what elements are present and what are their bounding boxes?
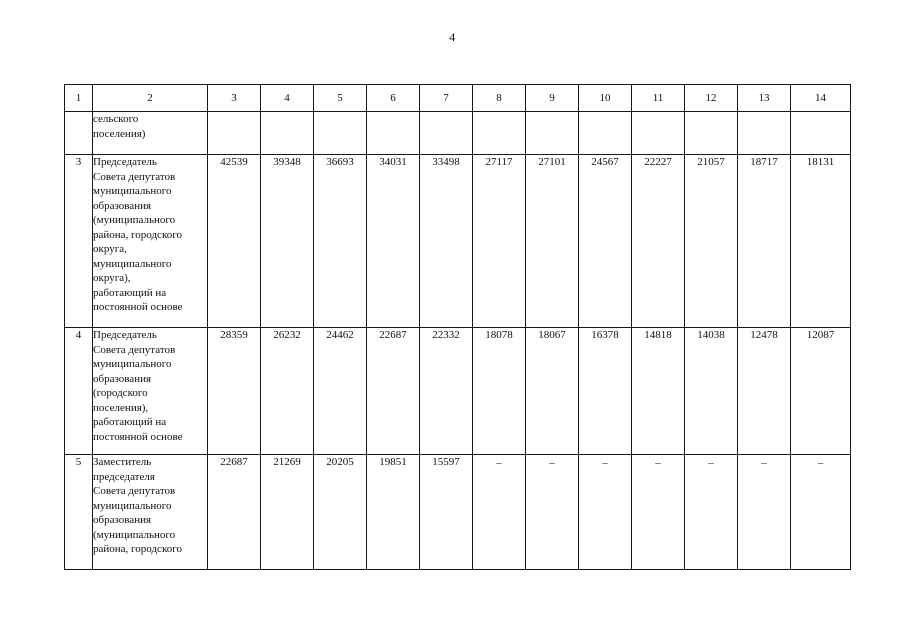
value-cell [314, 112, 367, 155]
position-name-line: муниципального [93, 358, 172, 370]
header-cell: 14 [791, 85, 851, 112]
position-name-line: поселения) [93, 127, 146, 140]
table-row [65, 455, 851, 570]
position-name-line: муниципального [93, 257, 172, 270]
position-name-cell [93, 112, 208, 155]
value-cell [420, 112, 473, 155]
value-cell: 16378 [579, 328, 632, 455]
table-row [65, 112, 851, 155]
position-name-line: района, городского [93, 228, 182, 241]
position-name-line: (городского [93, 387, 148, 399]
value-cell [208, 112, 261, 155]
value-cell: 14038 [685, 328, 738, 455]
header-cell: 13 [738, 85, 791, 112]
row-number-cell [65, 112, 93, 155]
table-header-row [65, 85, 851, 112]
value-cell: – [791, 455, 851, 570]
salary-table [64, 84, 851, 570]
position-name-line: (муниципального [93, 214, 176, 226]
value-cell: 21269 [261, 455, 314, 570]
value-cell: 24462 [314, 328, 367, 455]
position-name-line: (муниципального [93, 528, 176, 541]
position-name-line: сельского [93, 113, 139, 125]
value-cell: 24567 [579, 155, 632, 328]
header-cell: 11 [632, 85, 685, 112]
value-cell: 21057 [685, 155, 738, 328]
value-cell: 39348 [261, 155, 314, 328]
value-cell: 33498 [420, 155, 473, 328]
position-name-line: Совета депутатов [93, 485, 176, 497]
row-number-cell: 3 [65, 155, 93, 328]
header-cell: 7 [420, 85, 473, 112]
row-number-cell: 5 [65, 455, 93, 570]
value-cell: 18131 [791, 155, 851, 328]
value-cell [526, 112, 579, 155]
value-cell: – [685, 455, 738, 570]
value-cell: 18717 [738, 155, 791, 328]
value-cell: 20205 [314, 455, 367, 570]
position-name-line: Совета депутатов [93, 170, 176, 183]
value-cell: 28359 [208, 328, 261, 455]
position-name-cell [93, 455, 208, 570]
value-cell: 26232 [261, 328, 314, 455]
position-name-line: образования [93, 199, 152, 212]
position-name-line: муниципального [93, 185, 172, 197]
position-name-cell [93, 155, 208, 328]
value-cell: – [579, 455, 632, 570]
value-cell [685, 112, 738, 155]
value-cell: 15597 [420, 455, 473, 570]
position-name-line: района, городского [93, 543, 182, 555]
position-name-line: работающий на [93, 416, 167, 428]
position-name-cell [93, 328, 208, 455]
row-number-cell: 4 [65, 328, 93, 455]
value-cell: 22332 [420, 328, 473, 455]
position-name-line: председателя [93, 470, 155, 483]
position-name-line: поселения), [93, 401, 149, 414]
value-cell: – [473, 455, 526, 570]
header-cell: 4 [261, 85, 314, 112]
position-name-line: округа, [93, 243, 127, 255]
position-name-line: постоянной основе [93, 301, 183, 313]
position-name-line: Совета депутатов [93, 343, 176, 356]
value-cell: 36693 [314, 155, 367, 328]
value-cell: – [632, 455, 685, 570]
value-cell: 19851 [367, 455, 420, 570]
value-cell: 22687 [367, 328, 420, 455]
position-name-line: образования [93, 372, 152, 385]
header-cell: 3 [208, 85, 261, 112]
value-cell [367, 112, 420, 155]
value-cell: 27101 [526, 155, 579, 328]
value-cell [579, 112, 632, 155]
position-name-line: Председатель [93, 329, 157, 341]
value-cell: 22227 [632, 155, 685, 328]
position-name-line: постоянной основе [93, 430, 183, 443]
table-row [65, 328, 851, 455]
value-cell: 12478 [738, 328, 791, 455]
value-cell [632, 112, 685, 155]
value-cell [261, 112, 314, 155]
header-cell: 8 [473, 85, 526, 112]
header-cell: 10 [579, 85, 632, 112]
header-cell: 12 [685, 85, 738, 112]
position-name-line: работающий на [93, 286, 167, 299]
position-name-line: муниципального [93, 499, 172, 512]
value-cell: 34031 [367, 155, 420, 328]
value-cell: 18078 [473, 328, 526, 455]
value-cell [738, 112, 791, 155]
value-cell: 42539 [208, 155, 261, 328]
value-cell [791, 112, 851, 155]
header-cell: 6 [367, 85, 420, 112]
value-cell: 22687 [208, 455, 261, 570]
value-cell: 18067 [526, 328, 579, 455]
value-cell: 14818 [632, 328, 685, 455]
header-cell: 9 [526, 85, 579, 112]
page-number: 4 [449, 30, 456, 44]
header-cell: 1 [65, 85, 93, 112]
table-row [65, 155, 851, 328]
value-cell: 27117 [473, 155, 526, 328]
value-cell [473, 112, 526, 155]
value-cell: 12087 [791, 328, 851, 455]
header-cell: 2 [93, 85, 208, 112]
position-name-line: округа), [93, 272, 131, 284]
position-name-line: Председатель [93, 156, 157, 168]
position-name-line: Заместитель [93, 456, 152, 468]
value-cell: – [526, 455, 579, 570]
position-name-line: образования [93, 514, 152, 526]
header-cell: 5 [314, 85, 367, 112]
value-cell: – [738, 455, 791, 570]
